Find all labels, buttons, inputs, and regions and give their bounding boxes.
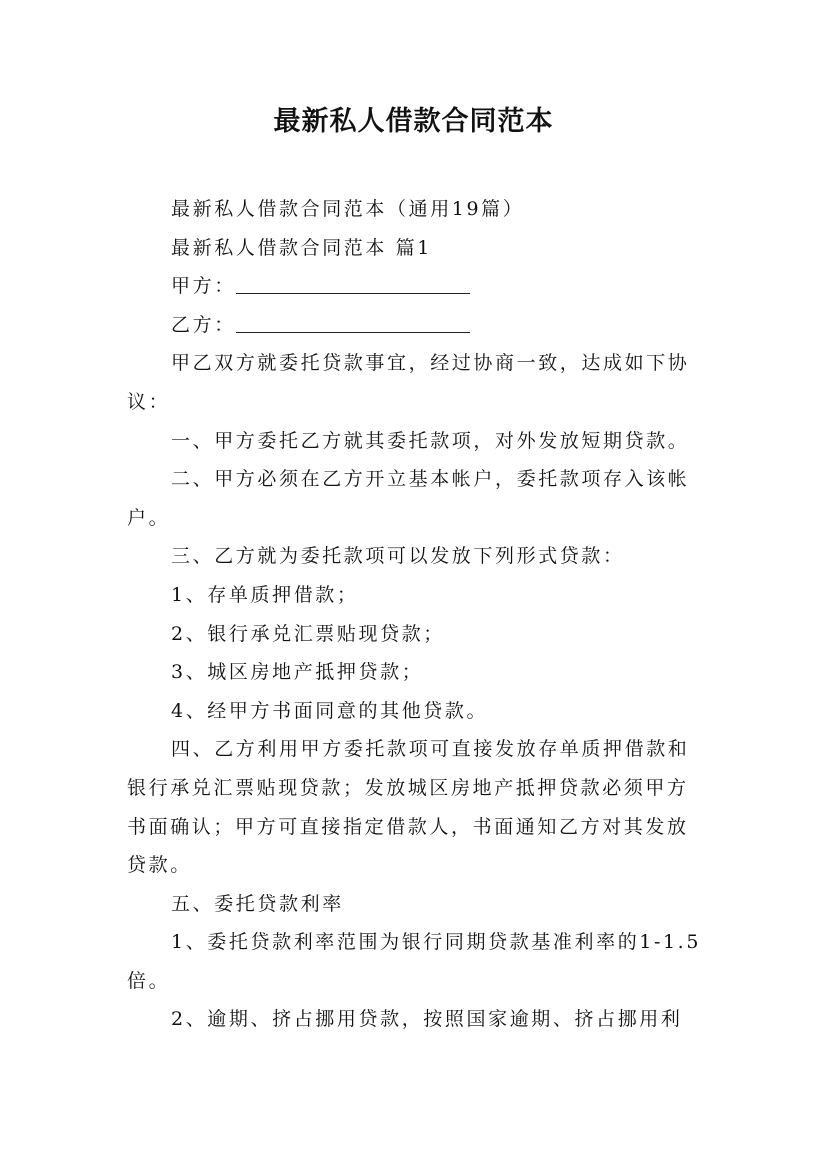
party-a-blank	[236, 271, 470, 294]
rate-2-paragraph: 2、逾期、挤占挪用贷款，按照国家逾期、挤占挪用利	[171, 1008, 683, 1031]
party-a-line	[127, 267, 707, 306]
list-item: 2、银行承兑汇票贴现贷款；	[171, 622, 445, 645]
clause-5-heading: 五、委托贷款利率	[171, 892, 344, 915]
clause-1-paragraph: 一、甲方委托乙方就其委托款项，对外发放短期贷款。	[171, 429, 690, 452]
section-heading: 最新私人借款合同范本 篇1	[171, 236, 432, 259]
party-b-line	[127, 306, 707, 345]
intro-paragraph: 最新私人借款合同范本（通用19篇）	[171, 198, 525, 220]
list-item: 1、存单质押借款；	[171, 583, 359, 606]
party-a-label: 甲方：	[171, 275, 236, 298]
rate-1-paragraph: 1、委托贷款利率范围为银行同期贷款基准利率的1-1.5倍。	[127, 931, 702, 992]
document-title: 最新私人借款合同范本	[273, 106, 554, 137]
preamble-paragraph: 甲乙双方就委托贷款事宜，经过协商一致，达成如下协议：	[127, 352, 690, 413]
clause-3-paragraph: 三、乙方就为委托款项可以发放下列形式贷款：	[171, 545, 625, 568]
clause-2-paragraph: 二、甲方必须在乙方开立基本帐户，委托款项存入该帐户。	[127, 468, 690, 529]
list-item: 4、经甲方书面同意的其他贷款。	[171, 699, 489, 722]
document-body	[127, 190, 707, 1039]
party-b-label: 乙方：	[171, 313, 236, 336]
list-item: 3、城区房地产抵押贷款；	[171, 661, 424, 684]
party-b-blank	[236, 310, 470, 333]
clause-4-paragraph: 四、乙方利用甲方委托款项可直接发放存单质押借款和银行承兑汇票贴现贷款；发放城区房地产抵押贷款必须甲方书面确认；甲方可直接指定借款人，书面通知乙方对其发放贷款。	[127, 738, 690, 877]
